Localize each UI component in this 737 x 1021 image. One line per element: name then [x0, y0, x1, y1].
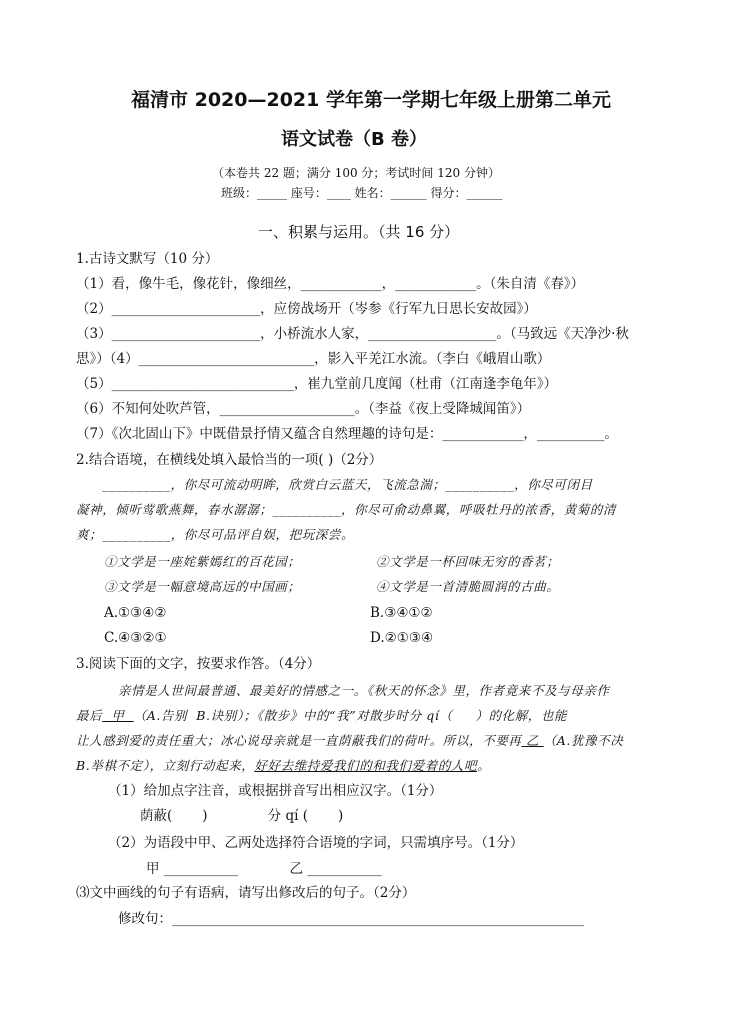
q3-passage-3-post: （A.犹豫不决 — [543, 733, 624, 748]
q1-line-2: （2）______________________，应傍战场开（岑参《行军九日思长安故园》） — [76, 301, 537, 317]
q2-passage-2: 凝神，倾听莺歌燕舞，春水潺潺；__________，你尽可俞动鼻翼，呼吸牡丹的浓香，黄菊的清 — [76, 502, 617, 517]
exam-info: （本卷共 22 题；满分 100 分；考试时间 120 分钟） — [212, 166, 500, 180]
q2-title: 2.结合语境，在横线处填入最恰当的一项( )（2分） — [76, 452, 383, 468]
blank-jia: 甲 — [102, 708, 134, 723]
q1-line-1: （1）看，像牛毛，像花针，像细丝，____________，____________。（朱自清《春》） — [76, 276, 585, 292]
q2-choice-b: B.③④①② — [370, 605, 433, 621]
q2-choice-a: A.①③④② — [104, 605, 167, 621]
q3-sub3: ⑶文中画线的句子有语病，请写出修改后的句子。（2分） — [76, 885, 416, 901]
q3-passage-2-pre: 最后 — [76, 708, 103, 723]
q3-passage-4-pre: B.举棋不定），立刻行动起来， — [76, 758, 255, 773]
q3-passage-2-post: （A.告别 B.诀别）；《散步》中的“我”对散步时分 qí（ ）的化解，也能 — [133, 708, 568, 723]
q1-line-3: （3）______________________，小桥流水人家，___________________。（马致远《天净沙·秋 — [76, 326, 629, 342]
section-heading: 一、积累与运用。（共 16 分） — [258, 223, 460, 241]
q2-option-3: ③文学是一幅意境高远的中国画； — [104, 579, 301, 594]
q1-line-4: 思》）（4）__________________________，影入平羌江水流。（李白《峨眉山歌） — [76, 351, 551, 367]
blank-yi: 乙 — [521, 733, 544, 748]
q2-passage-3: 爽；__________，你尽可品评自娱，把玩深尝。 — [76, 527, 355, 542]
q1-line-7: （7）《次北固山下》中既借景抒情又蕴含自然理趣的诗句是：____________，__________。 — [76, 426, 618, 442]
q2-passage-1: __________，你尽可流动明眸，欣赏白云蓝天，飞流急湍；__________，你尽可闭目 — [102, 477, 593, 492]
q3-sub3-answer: 修改句：_____________________________________________________________ — [118, 911, 584, 927]
q2-option-4: ④文学是一首清脆圆润的古曲。 — [376, 579, 560, 594]
student-fields: 班级：_____ 座号：____ 姓名：______ 得分：______ — [221, 186, 503, 200]
q2-choice-d: D.②①③④ — [370, 630, 434, 646]
q3-sub2: （2）为语段中甲、乙两处选择符合语境的字词，只需填序号。（1分） — [108, 835, 524, 851]
q2-choice-c: C.④③②① — [104, 630, 167, 646]
exam-title: 福清市 2020—2021 学年第一学期七年级上册第二单元 — [131, 89, 611, 111]
q3-passage-4-end: 。 — [477, 758, 491, 773]
q1-line-5: （5）___________________________，崔九堂前几度闻（杜甫（江南逢李龟年》） — [76, 376, 558, 392]
q3-passage-1: 亲情是人世间最普通、最美好的情感之一。《秋天的怀念》里，作者竟来不及与母亲作 — [118, 683, 610, 698]
q3-title: 3.阅读下面的文字，按要求作答。（4分） — [76, 656, 321, 672]
q3-passage-3-pre: 让人感到爱的责任重大；冰心说母亲就是一直荫蔽我们的荷叶。所以，不要再 — [76, 733, 522, 748]
q3-passage-4 — [76, 757, 490, 775]
q2-option-2: ②文学是一杯回味无穷的香茗； — [376, 554, 560, 569]
q1-line-6: （6）不知何处吹芦管，____________________。（李益《夜上受降城闻笛》） — [76, 401, 531, 417]
q3-sub1-answers: 荫蔽( ) 分 qí ( ) — [140, 808, 344, 824]
q3-sub2-answers: 甲 ___________ 乙 ___________ — [146, 861, 382, 877]
exam-subtitle: 语文试卷（B 卷） — [281, 129, 427, 150]
q3-passage-2 — [76, 707, 567, 725]
q1-title: 1.古诗文默写（10 分） — [76, 251, 219, 267]
q2-option-1: ①文学是一座姹紫嫣红的百花园； — [104, 554, 301, 569]
q3-sub1: （1）给加点字注音，或根据拼音写出相应汉字。（1分） — [108, 783, 443, 799]
underlined-sentence: 好好去维持爱我们的和我们爱着的人吧 — [254, 758, 478, 773]
q3-passage-3 — [76, 732, 623, 750]
